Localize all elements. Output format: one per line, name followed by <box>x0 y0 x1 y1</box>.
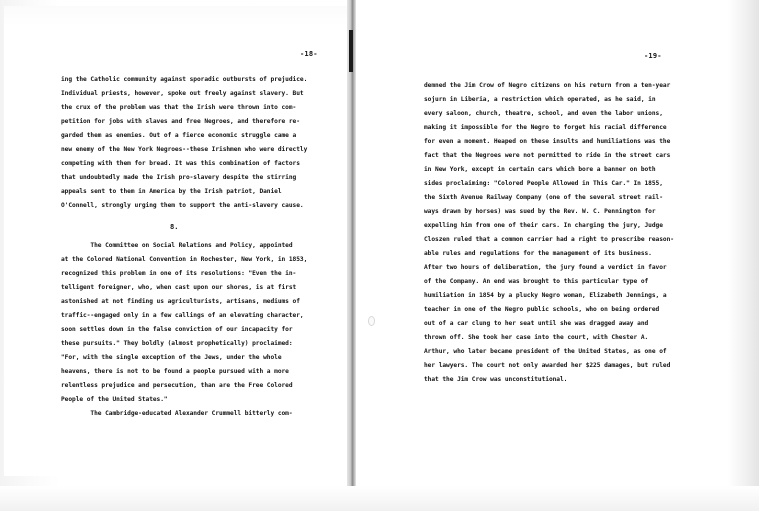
right-text-line: her lawyers. The court not only awarded her $225 damages, but ruled <box>424 362 671 369</box>
left-text-line: that undoubtedly made the Irish pro-slavery despite the stirring <box>61 174 297 181</box>
left-text-line: astonished at not finding us agriculturists, artisans, mediums of <box>61 298 300 305</box>
right-text-line: fact that the Negroes were not permitted to ride in the street cars <box>424 152 671 159</box>
page-number-right: -19- <box>644 52 662 60</box>
left-text-line: "For, with the single exception of the Jews, under the whole <box>61 354 282 361</box>
paper-blemish <box>368 316 375 326</box>
gutter-mark <box>349 30 353 72</box>
right-text-line: able rules and regulations for the management of its business. <box>424 250 652 257</box>
left-text-line: at the Colored National Convention in Rochester, New York, in 1853, <box>61 256 308 263</box>
left-text-line: The Committee on Social Relations and Policy, appointed <box>61 242 293 249</box>
right-text-line: demned the Jim Crow of Negro citizens on his return from a ten-year <box>424 82 671 89</box>
right-text-line: every saloon, church, theatre, school, and even the labor unions, <box>424 110 663 117</box>
right-text-line: Closzen ruled that a common carrier had a right to prescribe reason- <box>424 236 674 243</box>
right-text-line: sides proclaiming: "Colored People Allowed in This Car." In 1855, <box>424 180 663 187</box>
right-text-line: sojurn in Liberia, a restriction which operated, as he said, in <box>424 96 656 103</box>
right-text-line: ways drawn by horses) was sued by the Rev. W. C. Pennington for <box>424 208 656 215</box>
left-text-line: appeals sent to them in America by the Irish patriot, Daniel <box>61 188 282 195</box>
right-text-line: expelling him from one of their cars. In charging the jury, Judge <box>424 222 663 229</box>
left-text-line: O'Connell, strongly urging them to support the anti-slavery cause. <box>61 202 304 209</box>
left-text-line: traffic--engaged only in a few callings of an elevating character, <box>61 312 304 319</box>
left-text-line: recognized this problem in one of its resolutions: "Even the in- <box>61 270 297 277</box>
right-text-line: in New York, except in certain cars which bore a banner on both <box>424 166 656 173</box>
left-text-line: new enemy of the New York Negroes--these Irishmen who were directly <box>61 146 308 153</box>
book-gutter <box>347 0 356 511</box>
left-text-line: Individual priests, however, spoke out freely against slavery. But <box>61 90 304 97</box>
left-text-line: soon settles down in the false conviction of our incapacity for <box>61 326 293 333</box>
right-text-line: Arthur, who later became president of the United States, as one of <box>424 348 667 355</box>
left-text-line: People of the United States." <box>61 396 168 403</box>
right-text-line: for even a moment. Heaped on these insults and humiliations was the <box>424 138 671 145</box>
page-edge-shadow <box>728 0 759 511</box>
right-text-line: making it impossible for the Negro to forget his racial difference <box>424 124 667 131</box>
left-text-line: garded them as enemies. Out of a fierce economic struggle came a <box>61 132 297 139</box>
page-number-left: -18- <box>300 50 318 58</box>
right-text-line: that the Jim Crow was unconstitutional. <box>424 376 568 383</box>
left-text-line: heavens, there is not to be found a people pursued with a more <box>61 368 289 375</box>
right-text-line: out of a car clung to her seat until she was dragged away and <box>424 320 649 327</box>
left-text-line: petition for jobs with slaves and free Negroes, and therefore re- <box>61 118 300 125</box>
left-text-line: relentless prejudice and persecution, than are the Free Colored <box>61 382 293 389</box>
right-text-line: thrown off. She took her case into the court, with Chester A. <box>424 334 649 341</box>
left-text-line: competing with them for bread. It was this combination of factors <box>61 160 300 167</box>
section-number: 8. <box>170 223 179 231</box>
bottom-shadow <box>0 486 759 511</box>
left-text-line: telligent foreigner, who, when cast upon our shores, is at first <box>61 284 297 291</box>
left-text-line: the crux of the problem was that the Irish were thrown into com- <box>61 104 297 111</box>
right-text-line: the Sixth Avenue Railway Company (one of the several street rail- <box>424 194 663 201</box>
right-text-line: humiliation in 1854 by a plucky Negro woman, Elizabeth Jennings, a <box>424 292 667 299</box>
left-text-line: ing the Catholic community against sporadic outbursts of prejudice. <box>61 76 308 83</box>
right-text-line: of the Company. An end was brought to this particular type of <box>424 278 649 285</box>
left-text-line: The Cambridge-educated Alexander Crummell bitterly com- <box>61 410 293 417</box>
right-text-line: After two hours of deliberation, the jury found a verdict in favor <box>424 264 667 271</box>
right-text-line: teacher in one of the Negro public schools, who on being ordered <box>424 306 660 313</box>
left-text-line: these pursuits." They boldly (almost prophetically) proclaimed: <box>61 340 293 347</box>
